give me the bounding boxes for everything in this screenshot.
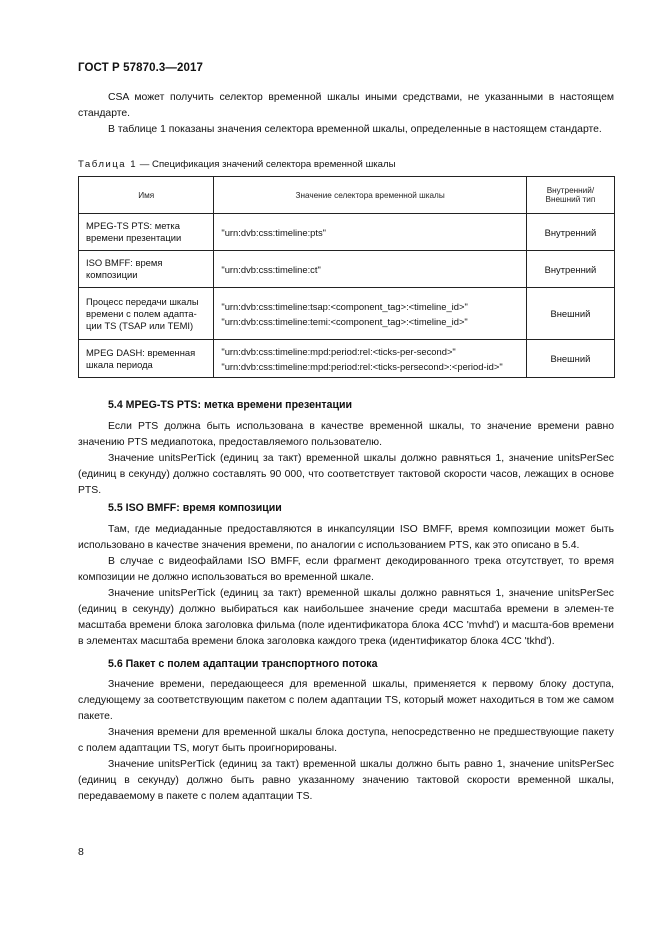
section-paragraph: Значение unitsPerTick (единиц за такт) временной шкалы должно быть равно 1, значение unitsPerSec (единиц в секунду) должно быть равно указанному значению тактовой скорости временной шкалы, передаваемому в пакете с полем адаптации TS. bbox=[78, 759, 614, 802]
header-type: Внутренний/ Внешний тип bbox=[526, 177, 614, 214]
table-caption bbox=[78, 159, 396, 170]
row-type: Внутренний bbox=[526, 214, 614, 251]
row-name: ISO BMFF: время композиции bbox=[79, 251, 214, 288]
section-title: 5.4 MPEG-TS PTS: метка времени презентации bbox=[108, 399, 352, 411]
section-paragraph: Значение unitsPerTick (единиц за такт) временной шкалы должно равняться 1, значение unitsPerSec (единиц в секунду) должно выбираться как наибольшее значение среди масштаба времени в элемен-те масштаба времени блока заголовка фильма (поле идентификатора блока 4CC 'mvhd') и масшта-бов времени в элементах масштаба времени блока заголовка каждого трека (идентификатор блока 4CC 'tkhd'). bbox=[78, 588, 614, 647]
row-name: MPEG DASH: временная шкала периода bbox=[79, 340, 214, 378]
row-type: Внешний bbox=[526, 340, 614, 378]
section-paragraph: В случае с видеофайлами ISO BMFF, если фрагмент декодированного трека отсутствует, то время композиции не должно использоваться во временной шкале. bbox=[78, 556, 614, 583]
section-paragraph: Значения времени для временной шкалы блока доступа, непосредственно не предшествующие пакету с полем адаптации TS, могут быть проигнорированы. bbox=[78, 727, 614, 754]
section-body bbox=[78, 522, 614, 650]
row-value bbox=[214, 288, 526, 340]
intro-text bbox=[78, 90, 614, 138]
row-value-line: "urn:dvb:css:timeline:ct" bbox=[221, 263, 321, 275]
row-value-line: "urn:dvb:css:timeline:pts" bbox=[221, 226, 327, 238]
row-name: Процесс передачи шкалы времени с полем адапта-ции TS (TSAP или TEMI) bbox=[79, 288, 214, 340]
row-value bbox=[214, 251, 526, 288]
row-value-line: "urn:dvb:css:timeline:mpd:period:rel:<ticks-per-second>" bbox=[221, 345, 456, 357]
section-paragraph: Если PTS должна быть использована в качестве временной шкалы, то значение времени равно значению PTS медиапотока, предоставляемого пользователю. bbox=[78, 421, 614, 448]
table-row bbox=[79, 340, 615, 378]
table-caption-label: Таблица 1 bbox=[78, 159, 138, 170]
section-paragraph: Значение unitsPerTick (единиц за такт) временной шкалы должно равняться 1, значение unitsPerSec (единиц в секунду) должно составлять 90 000, что соответствует тактовой скорости часов, лежащих в основе PTS. bbox=[78, 453, 614, 496]
row-type: Внутренний bbox=[526, 251, 614, 288]
section-body bbox=[78, 677, 614, 805]
table-row bbox=[79, 288, 615, 340]
row-value-line: "urn:dvb:css:timeline:mpd:period:rel:<ticks-persecond>:<period-id>" bbox=[221, 360, 503, 372]
row-type: Внешний bbox=[526, 288, 614, 340]
header-value: Значение селектора временной шкалы bbox=[214, 177, 526, 214]
table-row bbox=[79, 214, 615, 251]
section-paragraph: Значение времени, передающееся для временной шкалы, применяется к первому блоку доступа, следующему за соответствующим пакетом с полем адаптации TS, который может находиться в том же самом пакете. bbox=[78, 679, 614, 722]
section-paragraph: Там, где медиаданные предоставляются в инкапсуляции ISO BMFF, время композиции может быть использовано в качестве значения времени, по аналогии с использованием PTS, как это описано в 5.4. bbox=[78, 524, 614, 551]
standard-header: ГОСТ Р 57870.3—2017 bbox=[78, 62, 203, 74]
timeline-selector-table bbox=[78, 176, 615, 378]
section-title: 5.5 ISO BMFF: время композиции bbox=[108, 502, 282, 514]
intro-paragraph-1: CSA может получить селектор временной шкалы иными средствами, не указанными в настоящем стандарте. bbox=[78, 92, 614, 119]
intro-paragraph-2: В таблице 1 показаны значения селектора временной шкалы, определенные в настоящем стандарте. bbox=[108, 124, 602, 135]
table-row bbox=[79, 251, 615, 288]
table-header-row bbox=[79, 177, 615, 214]
row-value bbox=[214, 340, 526, 378]
table-caption-text: — Спецификация значений селектора временной шкалы bbox=[137, 159, 396, 170]
row-name: MPEG-TS PTS: метка времени презентации bbox=[79, 214, 214, 251]
section-title: 5.6 Пакет с полем адаптации транспортного потока bbox=[108, 658, 378, 670]
page-number: 8 bbox=[78, 846, 84, 858]
row-value-line: "urn:dvb:css:timeline:tsap:<component_tag>:<timeline_id>" bbox=[221, 300, 468, 312]
row-value bbox=[214, 214, 526, 251]
section-body bbox=[78, 419, 614, 499]
header-name: Имя bbox=[79, 177, 214, 214]
row-value-line: "urn:dvb:css:timeline:temi:<component_tag>:<timeline_id>" bbox=[221, 315, 468, 327]
